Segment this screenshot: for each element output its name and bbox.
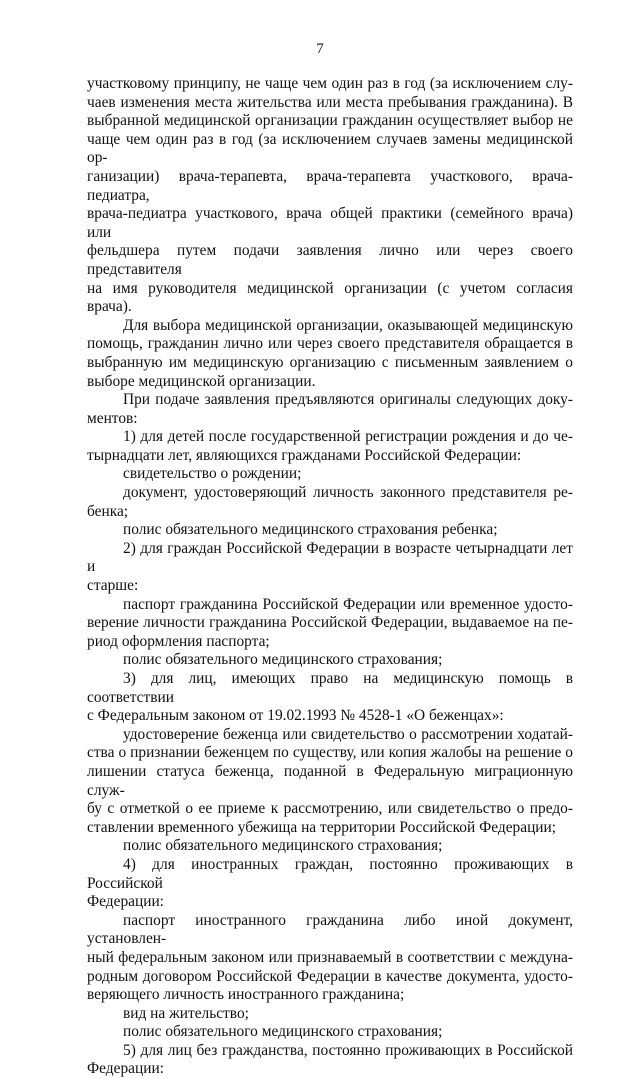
page-number: 7	[316, 41, 324, 57]
text-line: 2) для граждан Российской Федерации в возрасте четырнадцати лет и	[87, 539, 573, 576]
text-line: Для выбора медицинской организации, оказывающей медицинскую	[123, 316, 573, 334]
text-line: 3) для лиц, имеющих право на медицинскую помощь в соответствии	[87, 670, 573, 706]
text-line: старше:	[87, 577, 139, 595]
document-body	[87, 75, 573, 1079]
text-line: тырнадцати лет, являющихся гражданами Российской Федерации:	[87, 446, 522, 464]
text-line: удостоверение беженца или свидетельство о рассмотрении ходатай-	[123, 725, 573, 743]
text-line: полис обязательного медицинского страхования;	[123, 1023, 443, 1041]
text-line: с Федеральным законом от 19.02.1993 № 4528-1 «О беженцах»:	[87, 707, 504, 725]
text-line: 5) для лиц без гражданства, постоянно проживающих в Российской	[123, 1041, 573, 1059]
text-line: ставлении временного убежища на территории Российской Федерации;	[87, 818, 557, 836]
text-line: верение личности гражданина Российской Федерации, выдаваемое на пе-	[87, 614, 573, 632]
text-line: полис обязательного медицинского страхования ребенка;	[123, 521, 498, 539]
text-line: 1) для детей после государственной регистрации рождения и до че-	[123, 428, 573, 446]
text-line: врача-педиатра участкового, врача общей практики (семейного врача) или	[87, 205, 573, 241]
text-line: Федерации:	[87, 1060, 164, 1078]
text-line: чаев изменения места жительства или места пребывания гражданина). В	[87, 93, 573, 111]
text-line: полис обязательного медицинского страхования;	[123, 837, 443, 855]
text-line: участковому принципу, не чаще чем один раз в год (за исключением слу-	[87, 75, 573, 92]
text-line: ганизации) врача-терапевта, врача-терапевта участкового, врача-педиатра,	[87, 167, 573, 204]
text-line: риод оформления паспорта;	[87, 632, 270, 650]
text-line: выбранной медицинской организации гражданин осуществляет выбор не	[87, 112, 573, 130]
text-line: на имя руководителя медицинской организации (с учетом согласия врача).	[87, 279, 573, 316]
text-line: фельдшера путем подачи заявления лично или через своего представителя	[87, 242, 573, 278]
text-line: родным договором Российской Федерации в качестве документа, удосто-	[87, 967, 573, 985]
text-line: выборе медицинской организации.	[87, 372, 316, 390]
text-line: При подаче заявления предъявляются оригиналы следующих доку-	[123, 391, 573, 409]
text-line: вид на жительство;	[123, 1004, 249, 1022]
text-line: паспорт иностранного гражданина либо иной документ, установлен-	[87, 911, 573, 948]
text-line: ментов:	[87, 409, 138, 427]
text-line: лишении статуса беженца, поданной в Федеральную миграционную служ-	[87, 762, 573, 799]
text-line: свидетельство о рождении;	[123, 465, 302, 483]
text-line: помощь, гражданин лично или через своего представителя обращается в	[87, 335, 573, 353]
text-line: ный федеральным законом или признаваемый в соответствии с междуна-	[87, 948, 573, 966]
text-line: документ, удостоверяющий личность законного представителя ре-	[123, 484, 573, 502]
text-line: выбранную им медицинскую организацию с письменным заявлением о	[87, 353, 573, 371]
text-line: 4) для иностранных граждан, постоянно проживающих в Российской	[87, 855, 573, 892]
text-line: чаще чем один раз в год (за исключением случаев замены медицинской ор-	[87, 130, 573, 167]
text-line: ства о признании беженцем по существу, или копия жалобы на решение о	[87, 744, 573, 762]
text-line: бенка;	[87, 502, 129, 520]
text-line: бу с отметкой о ее приеме к рассмотрению, или свидетельство о предо-	[87, 800, 573, 818]
text-line: веряющего личность иностранного гражданина;	[87, 986, 405, 1004]
text-line: Федерации:	[87, 893, 164, 911]
text-line: паспорт гражданина Российской Федерации или временное удосто-	[123, 595, 573, 613]
text-line: полис обязательного медицинского страхования;	[123, 651, 443, 669]
